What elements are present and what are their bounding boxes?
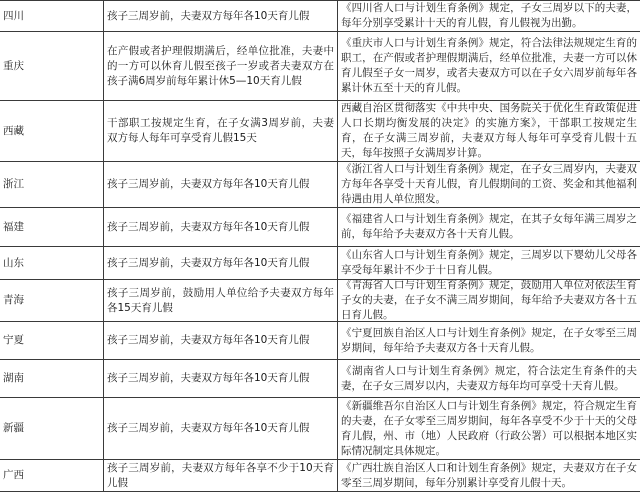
table-row	[0, 0, 640, 31]
policy-cell: 孩子三周岁前，鼓励用人单位给予夫妻双方每年各15天育儿假	[103, 280, 337, 321]
policy-cell: 在产假或者护理假期满后，经单位批准，夫妻中的一方可以休育儿假至孩子一岁或者夫妻双方在孩子满6周岁前每年累计休5—10天育儿假	[103, 32, 337, 100]
policy-cell: 孩子三周岁前，夫妻双方每年各10天育儿假	[103, 360, 337, 397]
regulation-cell: 《重庆市人口与计划生育条例》规定，符合法律法规规定生育的职工，在产假或者护理假期满后，经单位批准，夫妻一方可以休育儿假至子女一周岁，或者夫妻双方可以在子女六周岁前每年各累计休五至十天的育儿假。	[337, 32, 640, 100]
table-row	[0, 246, 640, 279]
regulation-cell: 《宁夏回族自治区人口与计划生育条例》规定，在子女零至三周岁期间，每年给予夫妻双方各十天育儿假。	[337, 322, 640, 359]
policy-cell: 孩子三周岁前，夫妻双方每年各10天育儿假	[103, 162, 337, 207]
policy-cell: 孩子三周岁前，夫妻双方每年各10天育儿假	[103, 1, 337, 31]
regulation-cell: 《浙江省人口与计划生育条例》规定，在子女三周岁内，夫妻双方每年各享受十天育儿假，育儿假期间的工资、奖金和其他福利待遇由用人单位照发。	[337, 162, 640, 207]
province-cell: 福建	[3, 220, 24, 233]
province-cell: 山东	[3, 256, 24, 269]
province-cell: 广西	[3, 469, 24, 481]
province-cell: 浙江	[3, 178, 24, 190]
policy-cell: 孩子三周岁前，夫妻双方每年各10天育儿假	[103, 398, 337, 459]
table-row	[0, 397, 640, 459]
table-row	[0, 31, 640, 100]
regulation-cell: 《青海省人口与计划生育条例》规定，鼓励用人单位对依法生育子女的夫妻，在子女不满三周岁期间，每年给予夫妻双方各十五日育儿假。	[337, 280, 640, 321]
province-cell: 湖南	[3, 372, 24, 384]
regulation-cell: 《新疆维吾尔自治区人口与计划生育条例》规定，符合规定生育的夫妻，在子女零至三周岁期间，每年各享受不少于十天的父母育儿假，州、市（地）人民政府（行政公署）可以根据本地区实际情况制定具体规定。	[337, 398, 640, 459]
table-row	[0, 207, 640, 246]
table-row	[0, 321, 640, 359]
table-row	[0, 161, 640, 207]
province-cell: 西藏	[3, 124, 24, 137]
policy-cell: 孩子三周岁前，夫妻双方每年各10天育儿假	[103, 208, 337, 246]
province-cell: 宁夏	[3, 334, 24, 346]
table-row	[0, 459, 640, 492]
province-cell: 四川	[3, 9, 24, 22]
policy-cell: 干部职工按规定生育，在子女满3周岁前，夫妻双方每人每年可享受育儿假15天	[103, 101, 337, 161]
policy-cell: 孩子三周岁前，夫妻双方每年各10天育儿假	[103, 247, 337, 279]
province-cell: 青海	[3, 294, 24, 306]
province-cell: 重庆	[3, 59, 24, 72]
table-row	[0, 100, 640, 161]
table-row	[0, 279, 640, 321]
regulation-cell: 《广西壮族自治区人口和计划生育条例》规定，夫妻双方在子女零至三周岁期间，每年分别累计享受育儿假十天。	[337, 460, 640, 491]
regulation-cell: 《山东省人口与计划生育条例》规定，三周岁以下婴幼儿父母各享受每年累计不少于十日育儿假。	[337, 247, 640, 279]
regulation-cell: 西藏自治区贯彻落实《中共中央、国务院关于优化生育政策促进人口长期均衡发展的决定》的实施方案》，干部职工按规定生育，在子女满三周岁前，夫妻双方每人每年可享受育儿假十五天，每年按照子女满周岁计算。	[337, 101, 640, 161]
policy-cell: 孩子三周岁前，夫妻双方每年各10天育儿假	[103, 322, 337, 359]
regulation-cell: 《四川省人口与计划生育条例》规定，子女三周岁以下的夫妻，每年分别享受累计十天的育儿假，育儿假视为出勤。	[337, 1, 640, 31]
policy-cell: 孩子三周岁前，夫妻双方每年各享不少于10天育儿假	[103, 460, 337, 491]
province-cell: 新疆	[3, 422, 24, 434]
table-row	[0, 359, 640, 397]
regulation-cell: 《湖南省人口与计划生育条例》规定，符合法定生育条件的夫妻，在子女三周岁以内，夫妻双方每年均可享受十天育儿假。	[337, 360, 640, 397]
regulation-cell: 《福建省人口与计划生育条例》规定，在其子女每年满三周岁之前，每年给予夫妻双方各十天育儿假。	[337, 208, 640, 246]
